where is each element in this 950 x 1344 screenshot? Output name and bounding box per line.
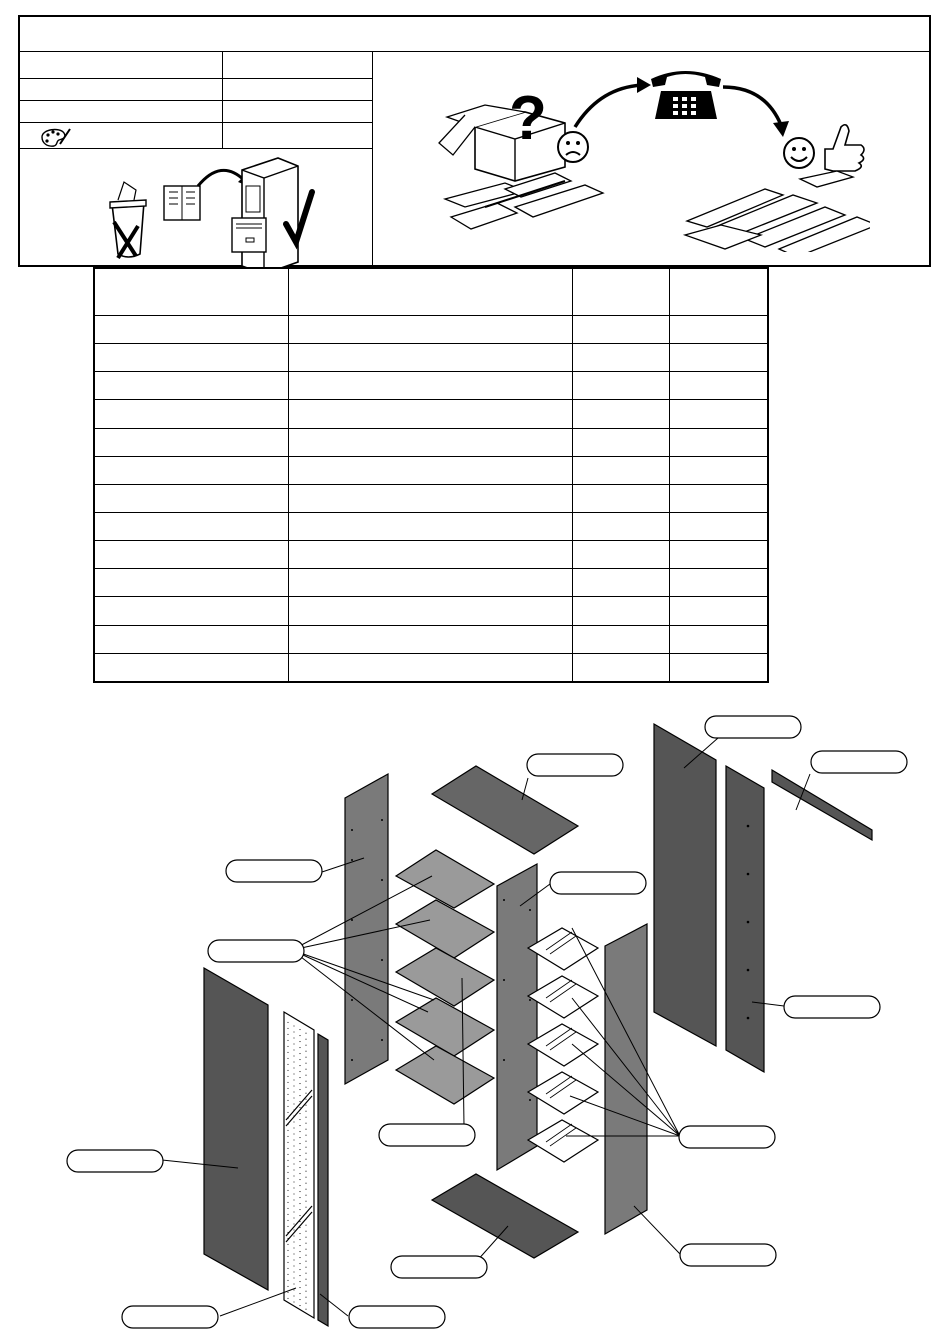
palette-icon — [38, 126, 72, 148]
table-row — [94, 484, 768, 512]
table-row — [94, 428, 768, 456]
table-cell — [94, 372, 288, 400]
table-cell — [94, 597, 288, 625]
table-row — [94, 344, 768, 372]
table-cell — [573, 625, 670, 653]
table-row — [94, 372, 768, 400]
glass-shelf — [528, 928, 598, 970]
table-row — [94, 569, 768, 597]
part-callout — [349, 1306, 445, 1328]
table-cell — [573, 484, 670, 512]
table-cell — [573, 400, 670, 428]
table-cell — [288, 625, 572, 653]
table-cell — [573, 456, 670, 484]
part-callout — [208, 940, 304, 962]
table-row — [94, 316, 768, 344]
part-callout — [811, 751, 907, 773]
panel-side-outer — [726, 766, 764, 1072]
table-cell — [669, 400, 768, 428]
table-cell — [669, 625, 768, 653]
table-cell — [288, 400, 572, 428]
table-cell — [288, 484, 572, 512]
table-cell — [288, 541, 572, 569]
part-callout — [67, 1150, 163, 1172]
table-cell — [669, 316, 768, 344]
table-cell — [573, 653, 670, 682]
table-cell — [573, 344, 670, 372]
table-cell — [669, 428, 768, 456]
table-cell — [669, 541, 768, 569]
part-callout — [784, 996, 880, 1018]
table-row — [94, 541, 768, 569]
info-row — [20, 123, 372, 149]
table-cell — [94, 569, 288, 597]
table-cell — [288, 344, 572, 372]
table-cell — [94, 625, 288, 653]
table-cell — [94, 316, 288, 344]
table-cell — [94, 428, 288, 456]
panel-divider — [497, 864, 537, 1170]
glass-shelf — [528, 1072, 598, 1114]
part-callout — [391, 1256, 487, 1278]
table-cell — [288, 456, 572, 484]
table-row — [94, 653, 768, 682]
column-header — [94, 268, 288, 316]
table-row — [94, 625, 768, 653]
info-row — [20, 101, 372, 123]
info-row — [20, 52, 372, 79]
panel-back-large — [204, 968, 268, 1290]
table-cell — [94, 400, 288, 428]
shelf — [396, 1046, 494, 1104]
table-cell — [94, 512, 288, 540]
table-cell — [573, 597, 670, 625]
panel-perforated — [284, 1012, 314, 1318]
shelf — [396, 900, 494, 958]
part-callout — [122, 1306, 218, 1328]
shelf — [396, 850, 494, 908]
parts-table — [93, 267, 769, 683]
table-cell — [288, 597, 572, 625]
table-cell — [288, 512, 572, 540]
question-mark-icon: ? — [509, 84, 547, 153]
panel-bottom — [432, 1174, 578, 1258]
table-cell — [669, 597, 768, 625]
table-row — [94, 512, 768, 540]
part-callout — [226, 860, 322, 882]
part-callout — [379, 1124, 475, 1146]
info-row — [20, 79, 372, 101]
table-cell — [669, 512, 768, 540]
glass-shelf — [528, 1120, 598, 1162]
table-cell — [94, 344, 288, 372]
table-cell — [288, 569, 572, 597]
shelf — [396, 998, 494, 1056]
exploded-assembly-diagram — [0, 700, 950, 1344]
shelf — [396, 948, 494, 1006]
column-header — [573, 268, 670, 316]
missing-parts-call-support-icon — [425, 57, 870, 252]
table-header-row — [94, 268, 768, 316]
header-title — [20, 17, 929, 52]
table-cell — [288, 428, 572, 456]
table-cell — [94, 484, 288, 512]
table-cell — [669, 456, 768, 484]
glass-shelf — [528, 976, 598, 1018]
table-cell — [669, 484, 768, 512]
part-callout — [550, 872, 646, 894]
table-cell — [288, 372, 572, 400]
table-cell — [573, 512, 670, 540]
table-cell — [94, 541, 288, 569]
table-cell — [94, 456, 288, 484]
table-cell — [288, 316, 572, 344]
table-cell — [288, 653, 572, 682]
panel-plinth — [772, 770, 872, 840]
column-header — [288, 268, 572, 316]
table-row — [94, 597, 768, 625]
keep-instructions-icon — [106, 152, 316, 267]
header-box — [18, 15, 931, 267]
table-cell — [573, 428, 670, 456]
table-cell — [573, 316, 670, 344]
table-cell — [669, 569, 768, 597]
table-cell — [573, 372, 670, 400]
table-cell — [669, 372, 768, 400]
part-callout — [705, 716, 801, 738]
table-cell — [573, 569, 670, 597]
table-row — [94, 400, 768, 428]
glass-shelf — [528, 1024, 598, 1066]
table-cell — [669, 344, 768, 372]
panel-side-right — [605, 924, 647, 1234]
part-callout — [679, 1126, 775, 1148]
table-cell — [669, 653, 768, 682]
column-header — [669, 268, 768, 316]
table-cell — [94, 653, 288, 682]
part-callout — [680, 1244, 776, 1266]
column-divider — [222, 52, 223, 149]
section-divider — [372, 52, 373, 267]
panel-door — [654, 724, 716, 1046]
table-row — [94, 456, 768, 484]
table-cell — [573, 541, 670, 569]
panel-top — [432, 766, 578, 854]
part-callout — [527, 754, 623, 776]
panel-narrow-strip — [318, 1034, 328, 1326]
